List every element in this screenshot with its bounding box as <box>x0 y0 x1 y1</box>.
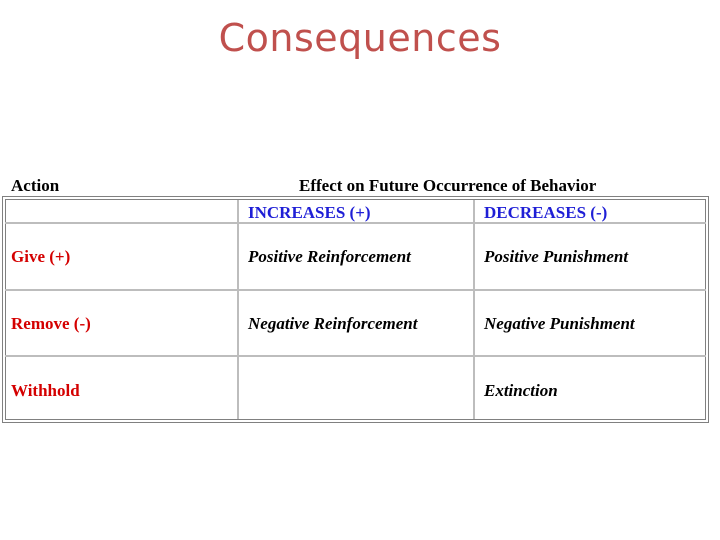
row-label-withhold: Withhold <box>11 381 80 400</box>
table-inner-border <box>5 199 706 420</box>
cell-positive-punishment: Positive Punishment <box>484 247 629 266</box>
cell-positive-reinforcement: Positive Reinforcement <box>248 247 411 266</box>
effect-header: Effect on Future Occurrence of Behavior <box>299 176 597 195</box>
action-header: Action <box>11 176 60 195</box>
consequences-table <box>2 196 709 423</box>
cell-negative-reinforcement: Negative Reinforcement <box>248 314 418 333</box>
column-header-decreases: DECREASES (-) <box>484 203 608 222</box>
column-divider <box>473 200 475 419</box>
row-divider <box>5 289 706 291</box>
cell-negative-punishment: Negative Punishment <box>484 314 635 333</box>
slide-title: Consequences <box>218 16 502 60</box>
row-label-give: Give (+) <box>11 247 71 266</box>
cell-extinction: Extinction <box>484 381 558 400</box>
row-divider <box>5 355 706 357</box>
column-header-increases: INCREASES (+) <box>248 203 371 222</box>
row-label-remove: Remove (-) <box>11 314 91 333</box>
column-divider <box>237 200 239 419</box>
